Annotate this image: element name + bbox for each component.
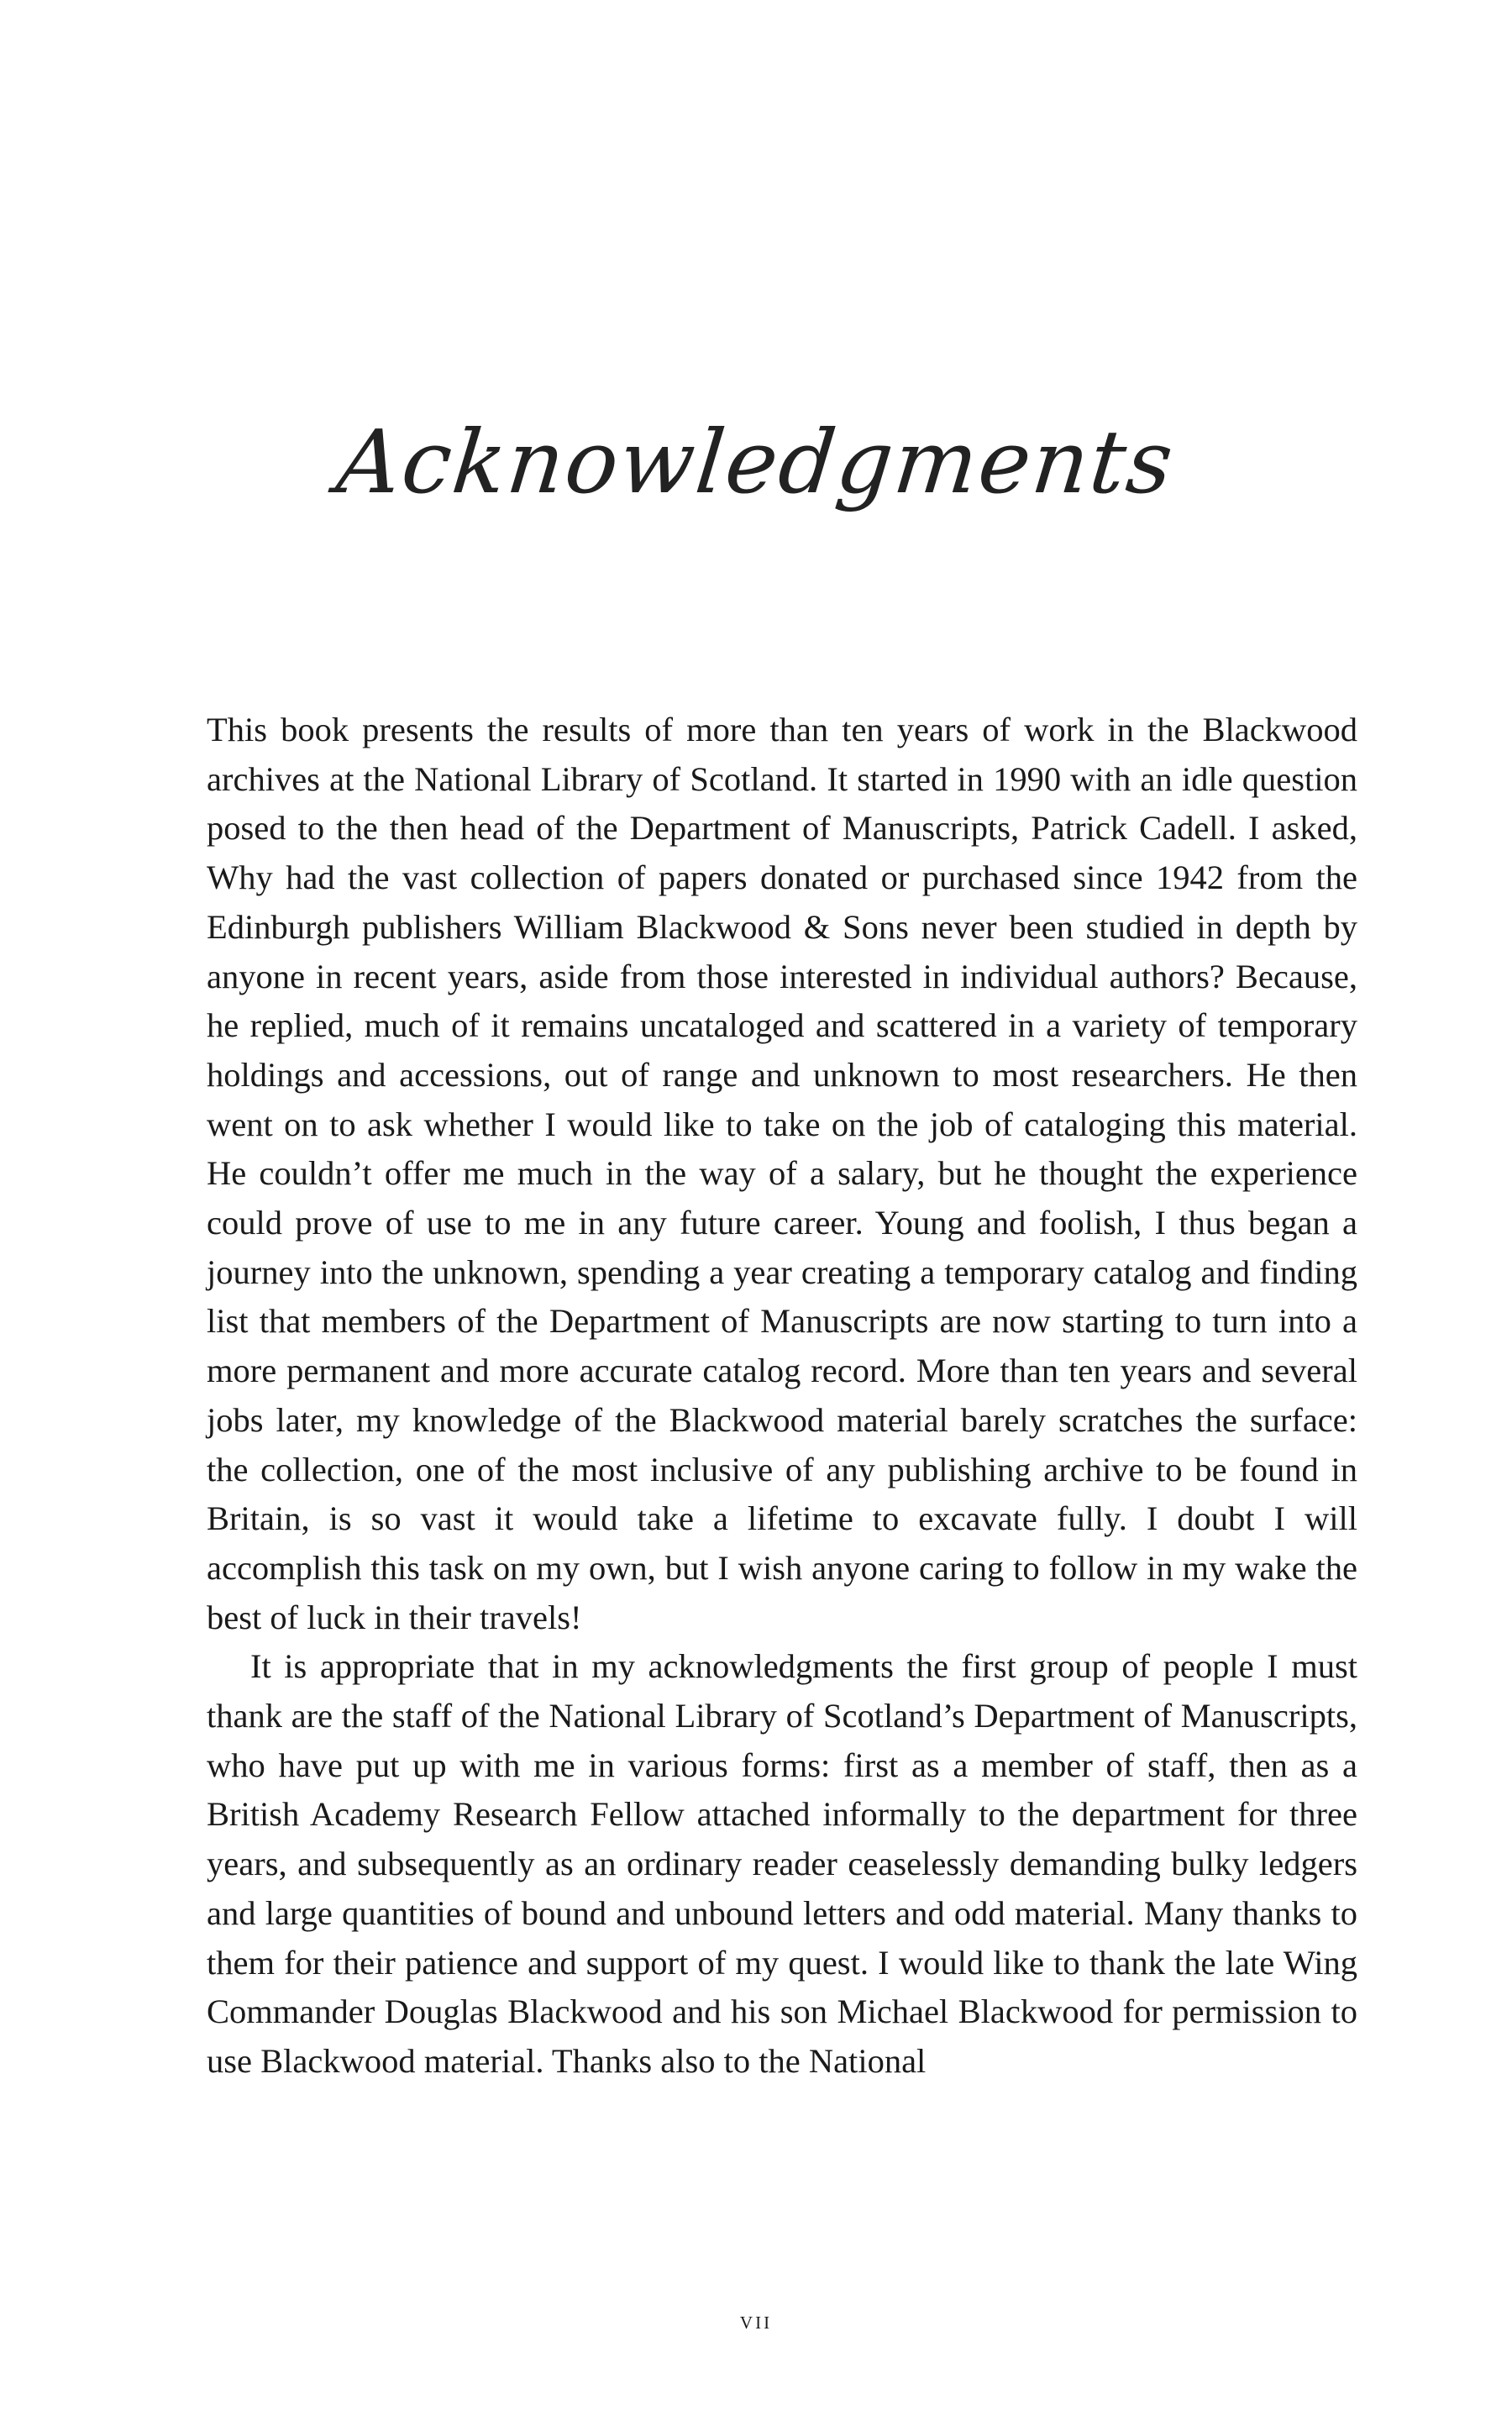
paragraph-2: It is appropriate that in my acknowledgments the first group of people I must thank are the staff of the National Library of Scotland’s Department of Manuscripts, who have put up with me in various forms: first as a member of staff, then as a British Academy Research Fellow attached informally to the department for three years, and subsequently as an ordinary reader ceaselessly demanding bulky ledgers and large quantities of bound and unbound letters and odd material. Many thanks to them for their patience and support of my quest. I would like to thank the late Wing Commander Douglas Blackwood and his son Michael Blackwood for permission to use Blackwood material. Thanks also to the National	[207, 1647, 1357, 2080]
title-block	[0, 370, 1512, 554]
chapter-title: Acknowledgments	[332, 411, 1180, 513]
body-text	[207, 706, 1357, 2087]
page-number: vii	[739, 2307, 773, 2334]
paragraph-1: This book presents the results of more than ten years of work in the Blackwood archives at the National Library of Scotland. It started in 1990 with an idle question posed to the then head of the Department of Manuscripts, Patrick Cadell. I asked, Why had the vast collection of papers donated or purchased since 1942 from the Edinburgh publishers William Blackwood & Sons never been studied in depth by anyone in recent years, aside from those interested in individual authors? Because, he replied, much of it remains uncataloged and scattered in a variety of temporary holdings and accessions, out of range and unknown to most researchers. He then went on to ask whether I would like to take on the job of cataloging this material. He couldn’t offer me much in the way of a salary, but he thought the experience could prove of use to me in any future career. Young and foolish, I thus began a journey into the unknown, spending a year creating a temporary catalog and finding list that members of the Department of Manuscripts are now starting to turn into a more permanent and more accurate catalog record. More than ten years and several jobs later, my knowledge of the Blackwood material barely scratches the surface: the collection, one of the most inclusive of any publishing archive to be found in Britain, is so vast it would take a lifetime to excavate fully. I doubt I will accomplish this task on my own, but I wish anyone caring to follow in my wake the best of luck in their travels!	[207, 711, 1357, 1636]
